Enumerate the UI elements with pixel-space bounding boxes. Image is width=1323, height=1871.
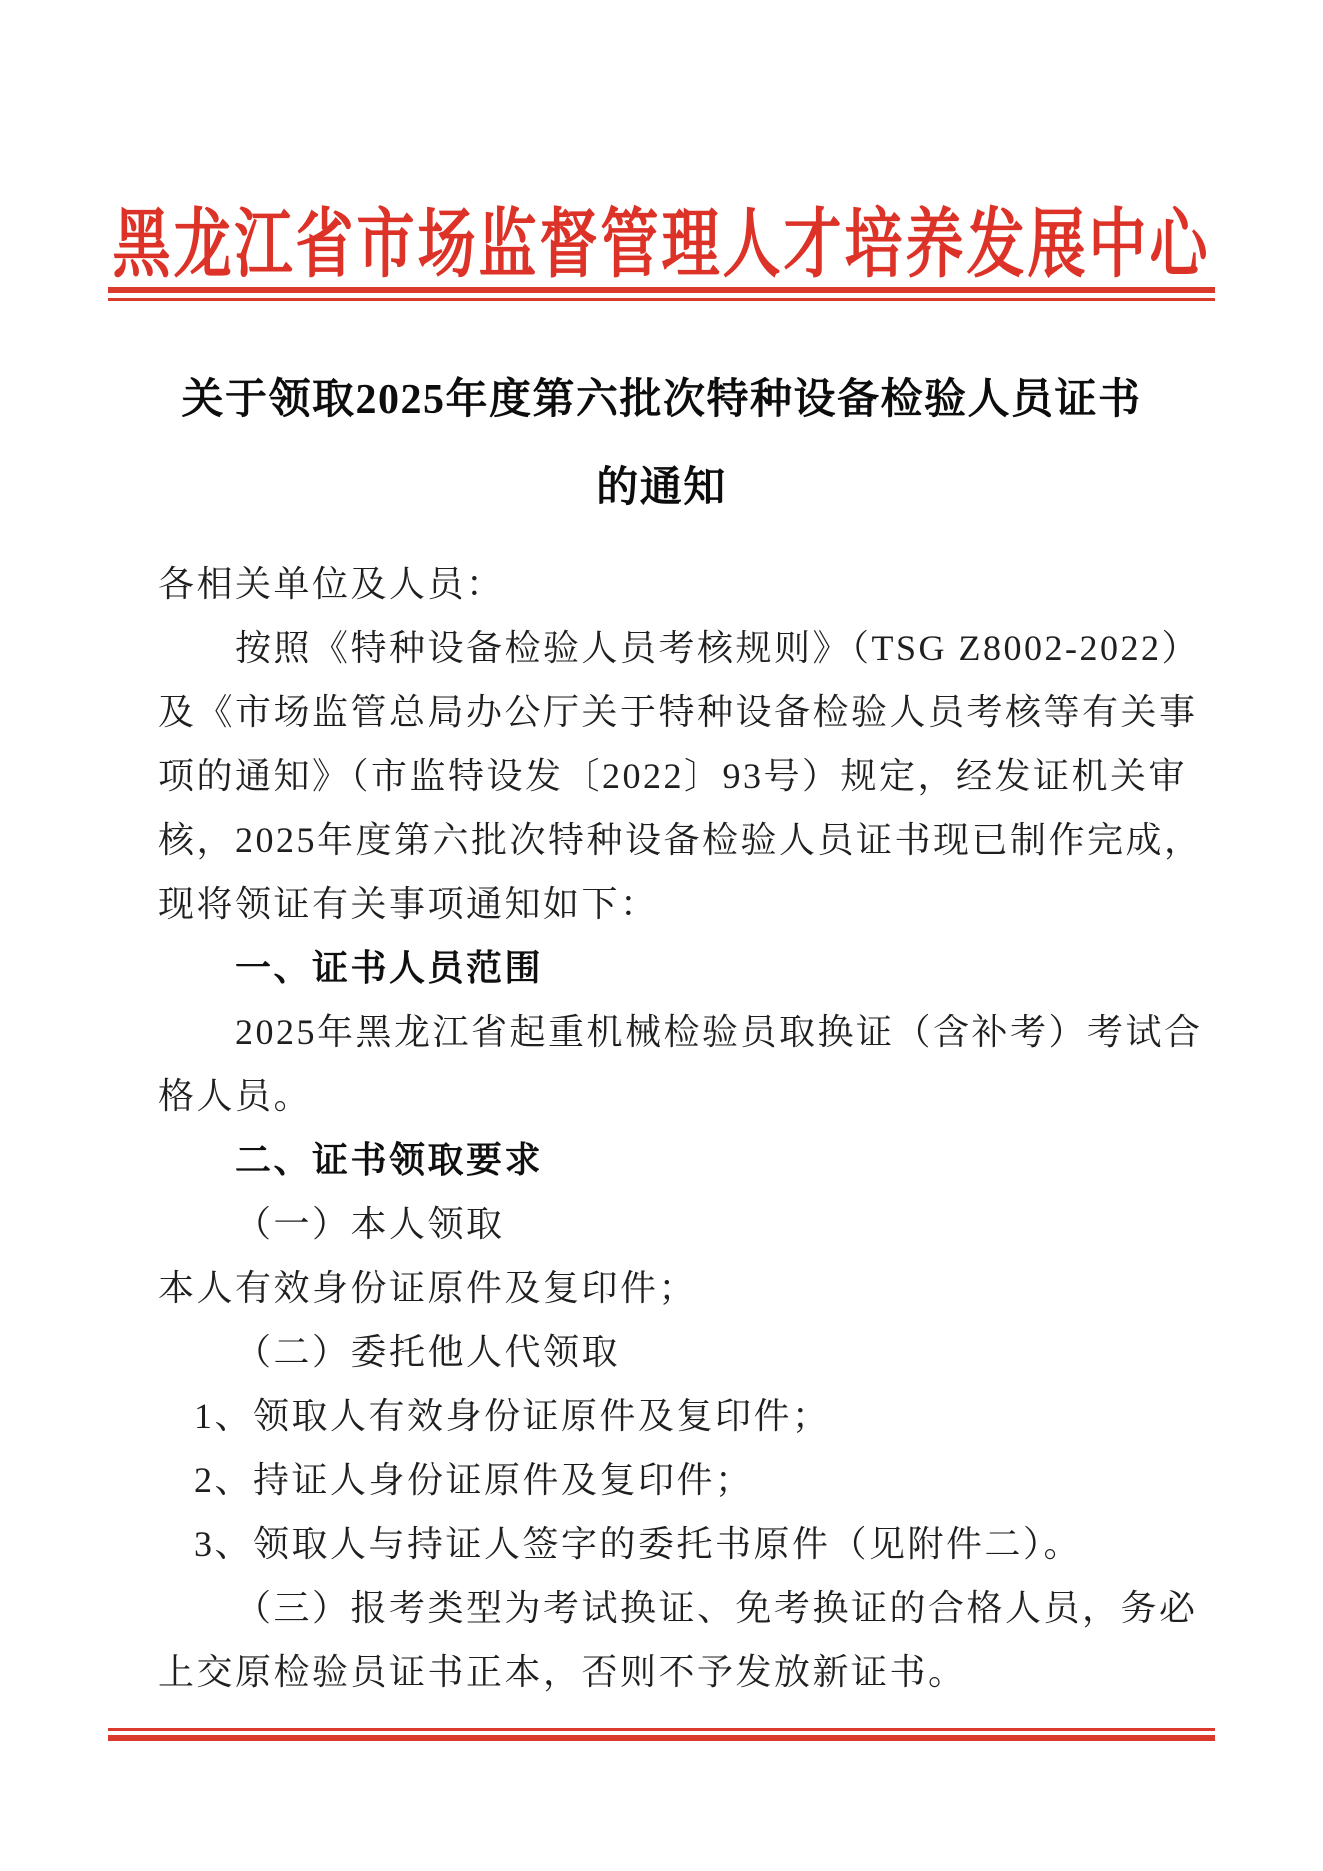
- document-title-line2: 的通知: [596, 465, 727, 511]
- body-line: 现将领证有关事项通知如下：: [158, 884, 659, 924]
- body-line: （二）委托他人代领取: [235, 1332, 621, 1372]
- body-line: 及《市场监管总局办公厅关于特种设备检验人员考核等有关事: [158, 692, 1198, 732]
- document-title-line1: 关于领取2025年度第六批次特种设备检验人员证书: [181, 377, 1142, 423]
- body-line: 按照《特种设备检验人员考核规则》（TSG Z8002-2022）: [235, 628, 1200, 668]
- body-line: 1、领取人有效身份证原件及复印件；: [194, 1396, 831, 1436]
- section-heading-2: 二、证书领取要求: [235, 1140, 544, 1180]
- footer-double-rule: [108, 1728, 1215, 1741]
- document-body: [158, 552, 1203, 1704]
- body-line: （一）本人领取: [235, 1204, 505, 1244]
- body-line: 2、持证人身份证原件及复印件；: [194, 1460, 754, 1500]
- body-line: 项的通知》（市监特设发〔2022〕93号）规定，经发证机关审: [158, 756, 1188, 796]
- body-line: 本人有效身份证原件及复印件；: [158, 1268, 698, 1308]
- footer-rule-thick: [108, 1735, 1215, 1741]
- body-line: 2025年黑龙江省起重机械检验员取换证（含补考）考试合: [235, 1012, 1203, 1052]
- letterhead-rule-thick: [108, 287, 1215, 293]
- letterhead-org-name: 黑龙江省市场监督管理人才培养发展中心: [112, 202, 1211, 287]
- body-line: 格人员。: [158, 1076, 313, 1116]
- footer-rule-thin: [108, 1728, 1215, 1731]
- section-heading-1: 一、证书人员范围: [235, 948, 544, 988]
- letterhead-double-rule: [108, 287, 1215, 301]
- body-line-salutation: 各相关单位及人员：: [158, 564, 505, 604]
- body-line: 3、领取人与持证人签字的委托书原件（见附件二）。: [194, 1524, 1083, 1564]
- body-line: 上交原检验员证书正本，否则不予发放新证书。: [158, 1652, 967, 1692]
- letterhead-rule-thin: [108, 298, 1215, 301]
- body-line: （三）报考类型为考试换证、免考换证的合格人员，务必: [235, 1588, 1198, 1628]
- body-line: 核，2025年度第六批次特种设备检验人员证书现已制作完成，: [158, 820, 1203, 860]
